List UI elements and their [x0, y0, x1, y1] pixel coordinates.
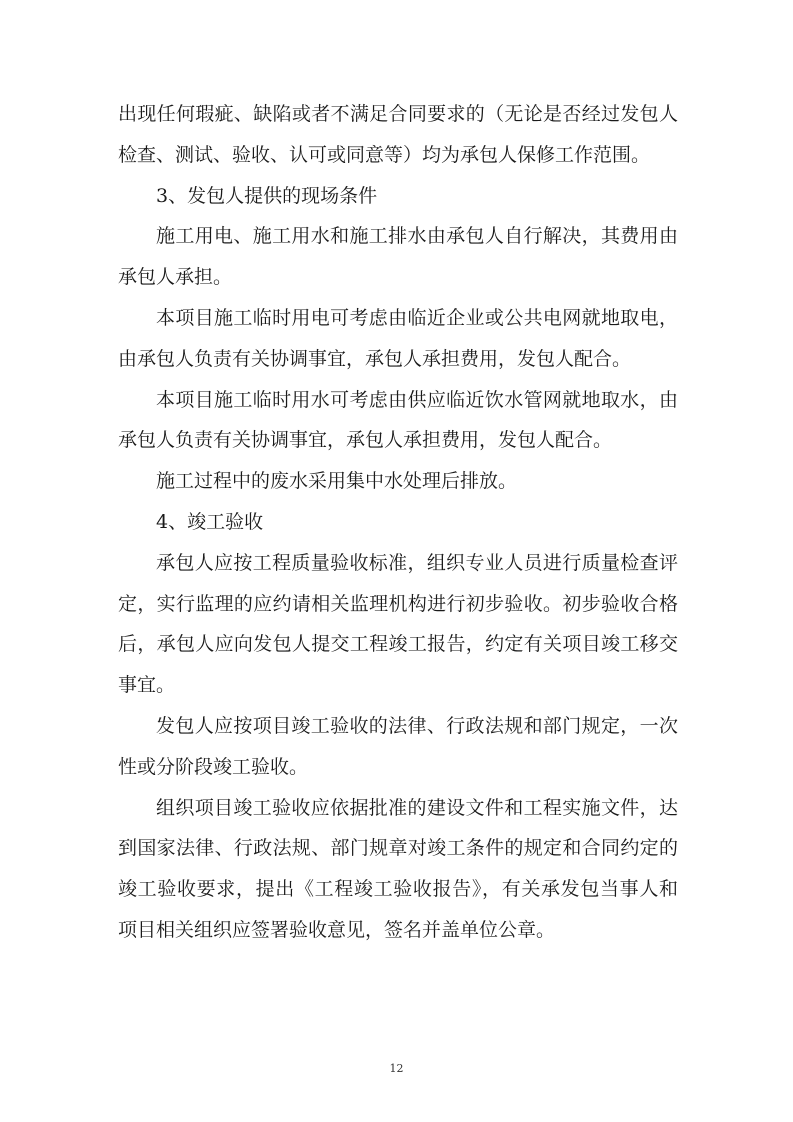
paragraph: 本项目施工临时用电可考虑由临近企业或公共电网就地取电，由承包人负责有关协调事宜，承包人承担费用，发包人配合。 — [118, 306, 678, 370]
section-heading-4: 4、竣工验收 — [156, 510, 264, 533]
paragraph: 组织项目竣工验收应依据批准的建设文件和工程实施文件，达到国家法律、行政法规、部门规章对竣工条件的规定和合同约定的竣工验收要求，提出《工程竣工验收报告》，有关承发包当事人和项目相关组织应签署验收意见，签名并盖单位公章。 — [118, 796, 678, 941]
paragraph: 施工过程中的废水采用集中水处理后排放。 — [156, 470, 518, 493]
paragraph: 发包人应按项目竣工验收的法律、行政法规和部门规定，一次性或分阶段竣工验收。 — [118, 714, 678, 778]
document-body — [118, 94, 678, 951]
paragraph-continuation: 出现任何瑕疵、缺陷或者不满足合同要求的（无论是否经过发包人检查、测试、验收、认可或同意等）均为承包人保修工作范围。 — [118, 103, 678, 166]
section-heading-3: 3、发包人提供的现场条件 — [156, 184, 378, 207]
paragraph: 本项目施工临时用水可考虑由供应临近饮水管网就地取水，由承包人负责有关协调事宜，承包人承担费用，发包人配合。 — [118, 388, 678, 452]
paragraph: 承包人应按工程质量验收标准，组织专业人员进行质量检查评定，实行监理的应约请相关监理机构进行初步验收。初步验收合格后，承包人应向发包人提交工程竣工报告，约定有关项目竣工移交事宜。 — [118, 551, 678, 697]
page-number: 12 — [389, 1062, 404, 1075]
paragraph: 施工用电、施工用水和施工排水由承包人自行解决，其费用由承包人承担。 — [118, 225, 678, 289]
